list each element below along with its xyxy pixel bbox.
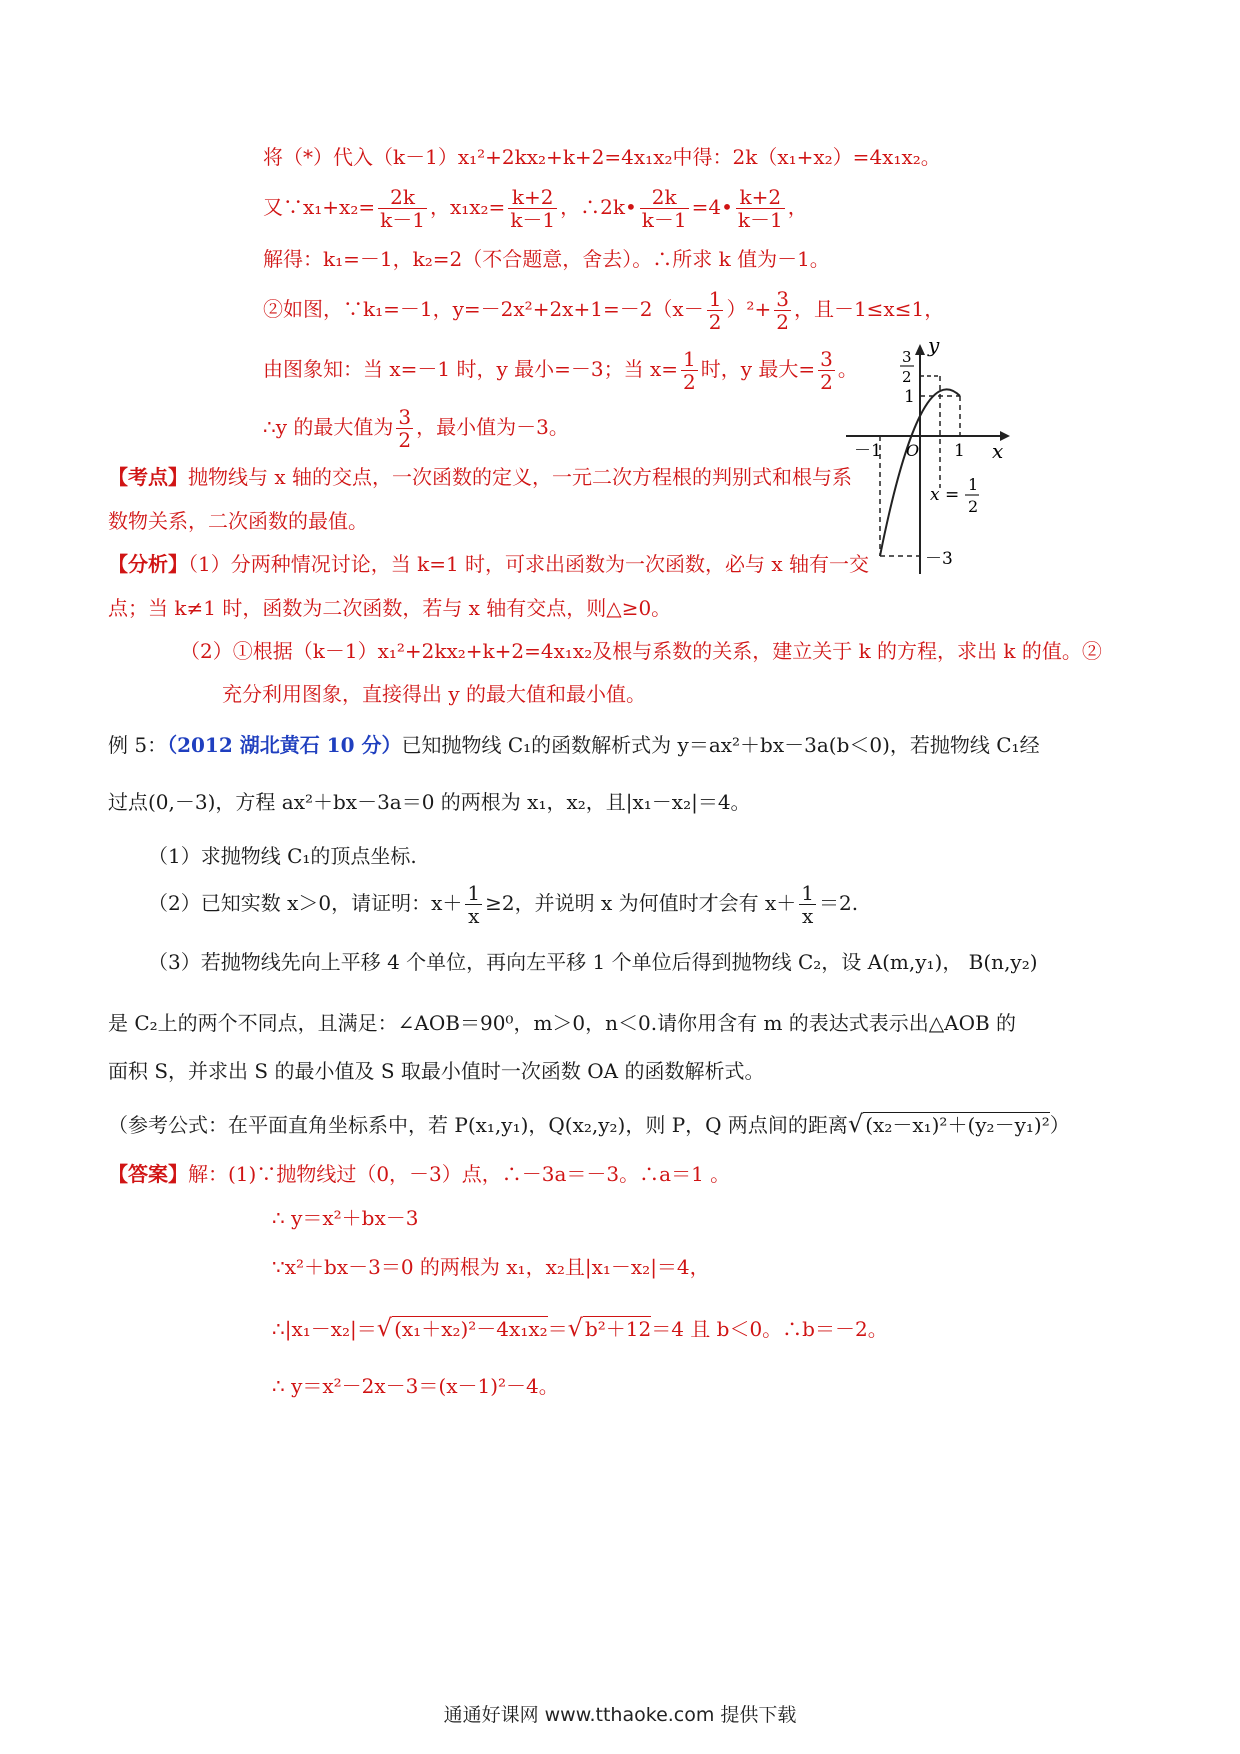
solution-line-1: 将（*）代入（k－1）x₁²+2kx₂+k+2=4x₁x₂中得：2k（x₁+x₂）=4x₁x₂。 — [263, 145, 941, 169]
reference-formula — [108, 1110, 1070, 1139]
numerator: 1 — [683, 347, 696, 371]
fraction — [681, 348, 698, 393]
text-part: （2）已知实数 x＞0，请证明：x＋ — [148, 891, 463, 915]
text-part: ∴|x₁－x₂|＝ — [272, 1317, 377, 1341]
solution-line-4 — [263, 284, 944, 334]
fraction — [378, 186, 427, 231]
denominator: k－1 — [737, 208, 783, 232]
radicand: (x₂－x₁)²＋(y₂－y₁)² — [865, 1113, 1050, 1137]
sqrt-icon: √ — [567, 1314, 583, 1342]
numerator: k+2 — [508, 186, 557, 209]
tick-neg3: －3 — [925, 549, 953, 569]
example5-line-2: 过点(0,－3)，方程 ax²＋bx－3a＝0 的两根为 x₁，x₂，且|x₁－x₂|＝4。 — [108, 790, 751, 814]
kaodian-line-1 — [108, 463, 852, 491]
denominator: k－1 — [641, 208, 687, 232]
fraction — [465, 882, 482, 927]
numerator: 3 — [776, 287, 789, 311]
answer-line-2: ∴ y＝x²＋bx－3 — [272, 1206, 419, 1230]
answer-line-5: ∴ y＝x²－2x－3＝(x－1)²－4。 — [272, 1374, 559, 1398]
numerator: 1 — [708, 287, 722, 311]
origin-label: O — [906, 441, 920, 460]
solution-line-5 — [263, 344, 858, 394]
text-part: ＝ — [547, 1317, 568, 1341]
example5-line-1 — [108, 731, 1040, 759]
kaodian-label: 【考点】 — [108, 465, 188, 489]
fraction — [774, 288, 791, 333]
numerator: 1 — [467, 881, 481, 905]
denominator: x — [468, 904, 480, 928]
symmetry-num: 1 — [968, 475, 979, 494]
text-part: ，x₁x₂= — [429, 195, 506, 219]
y-arrow-icon — [915, 344, 925, 355]
question-1: （1）求抛物线 C₁的顶点坐标. — [148, 844, 417, 868]
question-3-line-3: 面积 S，并求出 S 的最小值及 S 取最小值时一次函数 OA 的函数解析式。 — [108, 1059, 765, 1083]
tick-1-y: 1 — [904, 387, 915, 407]
fraction — [508, 186, 557, 231]
text-part: ≥2，并说明 x 为何值时才会有 x＋ — [485, 891, 797, 915]
numerator: 3 — [820, 347, 833, 371]
tick-3-over-2-den: 2 — [902, 368, 912, 386]
tick-1-x: 1 — [954, 441, 965, 461]
fraction — [396, 406, 413, 451]
text-part: ） — [1049, 1113, 1070, 1137]
text-part: ＝2. — [818, 891, 859, 915]
text-part: 又∵x₁+x₂= — [263, 195, 376, 219]
denominator: 2 — [820, 370, 833, 394]
sqrt-icon: √ — [376, 1314, 393, 1342]
solution-line-6 — [263, 402, 569, 452]
numerator: 1 — [801, 881, 814, 905]
radicand: b²＋12 — [584, 1317, 652, 1341]
symmetry-label: x = — [930, 485, 960, 505]
denominator: k－1 — [510, 208, 556, 232]
kaodian-text: 抛物线与 x 轴的交点，一次函数的定义，一元二次方程根的判别式和根与系 — [188, 465, 852, 489]
fraction — [736, 186, 785, 231]
answer-line-4 — [272, 1314, 888, 1343]
solution-line-3: 解得：k₁=－1，k₂=2（不合题意，舍去）。∴所求 k 值为－1。 — [263, 247, 830, 271]
kaodian-line-2: 数物关系，二次函数的最值。 — [108, 509, 368, 533]
text-part: （参考公式：在平面直角坐标系中，若 P(x₁,y₁)，Q(x₂,y₂)，则 P，Q 两点间的距离 — [108, 1113, 848, 1137]
text-part: ，最小值为－3。 — [416, 415, 569, 439]
fenxi-line-2: 点；当 k≠1 时，函数为二次函数，若与 x 轴有交点，则△≥0。 — [108, 596, 672, 620]
example-source: （2012 湖北黄石 10 分） — [167, 733, 402, 757]
text-part: ②如图，∵k₁=－1，y=－2x²+2x+1=－2（x－ — [263, 297, 704, 321]
numerator: k+2 — [736, 186, 785, 209]
y-label: y — [928, 338, 940, 357]
answer-text: 解：(1)∵抛物线过（0，－3）点，∴－3a＝－3。∴a＝1 。 — [188, 1162, 731, 1186]
page-footer: 通通好课网 www.tthaoke.com 提供下载 — [443, 1704, 797, 1726]
text-part: ，且－1≤x≤1， — [793, 297, 945, 321]
fraction — [640, 186, 689, 231]
tick-3-over-2-num: 3 — [902, 348, 912, 366]
text-part: ＝4 且 b＜0。∴b＝－2。 — [651, 1317, 888, 1341]
fenxi-line-1 — [108, 550, 869, 578]
question-2 — [148, 878, 858, 928]
text-part: ， — [787, 195, 808, 219]
fenxi-text: （1）分两种情况讨论，当 k=1 时，可求出函数为一次函数，必与 x 轴有一交 — [188, 552, 870, 576]
parabola-graph — [837, 338, 1020, 578]
text-part: ∴y 的最大值为 — [263, 415, 394, 439]
answer-label: 【答案】 — [108, 1162, 188, 1186]
text-part: 时，y 最大= — [700, 357, 816, 381]
text-part: ，∴2k• — [560, 195, 637, 219]
denominator: 2 — [708, 310, 722, 334]
numerator: 2k — [640, 186, 689, 209]
text-part: 由图象知：当 x=－1 时，y 最小=－3；当 x= — [263, 357, 679, 381]
fraction — [707, 288, 724, 333]
tick-neg1: －1 — [854, 441, 882, 461]
answer-line-3: ∵x²＋bx－3＝0 的两根为 x₁，x₂且|x₁－x₂|＝4， — [272, 1255, 710, 1279]
numerator: 2k — [378, 186, 427, 209]
fenxi-line-4: 充分利用图象，直接得出 y 的最大值和最小值。 — [222, 682, 647, 706]
text-part: =4• — [691, 195, 733, 219]
question-3-line-2: 是 C₂上的两个不同点，且满足：∠AOB＝90⁰，m＞0，n＜0.请你用含有 m 的表达式表示出△AOB 的 — [108, 1011, 1017, 1035]
x-label: x — [992, 439, 1004, 463]
numerator: 3 — [398, 405, 412, 429]
question-3: （3）若抛物线先向上平移 4 个单位，再向左平移 1 个单位后得到抛物线 C₂，设 A(m,y₁)， B(n,y₂) — [148, 950, 1038, 974]
denominator: 2 — [398, 428, 412, 452]
denominator: x — [801, 904, 814, 928]
symmetry-den: 2 — [968, 497, 979, 516]
denominator: 2 — [683, 370, 696, 394]
fenxi-line-3: （2）①根据（k－1）x₁²+2kx₂+k+2=4x₁x₂及根与系数的关系，建立关于 k 的方程，求出 k 的值。② — [180, 639, 1102, 663]
denominator: 2 — [776, 310, 789, 334]
radicand: (x₁＋x₂)²－4x₁x₂ — [394, 1317, 548, 1341]
fraction — [818, 348, 835, 393]
example-label: 例 5： — [108, 733, 168, 757]
text-part: 。 — [837, 357, 858, 381]
fraction — [799, 882, 816, 927]
text-part: ）²+ — [726, 297, 772, 321]
example-text: 已知抛物线 C₁的函数解析式为 y＝ax²＋bx－3a(b＜0)，若抛物线 C₁经 — [401, 733, 1040, 757]
fenxi-label: 【分析】 — [108, 552, 188, 576]
sqrt-icon: √ — [847, 1110, 864, 1138]
answer-line-1 — [108, 1160, 730, 1188]
solution-line-2 — [263, 182, 808, 232]
denominator: k－1 — [380, 208, 425, 232]
